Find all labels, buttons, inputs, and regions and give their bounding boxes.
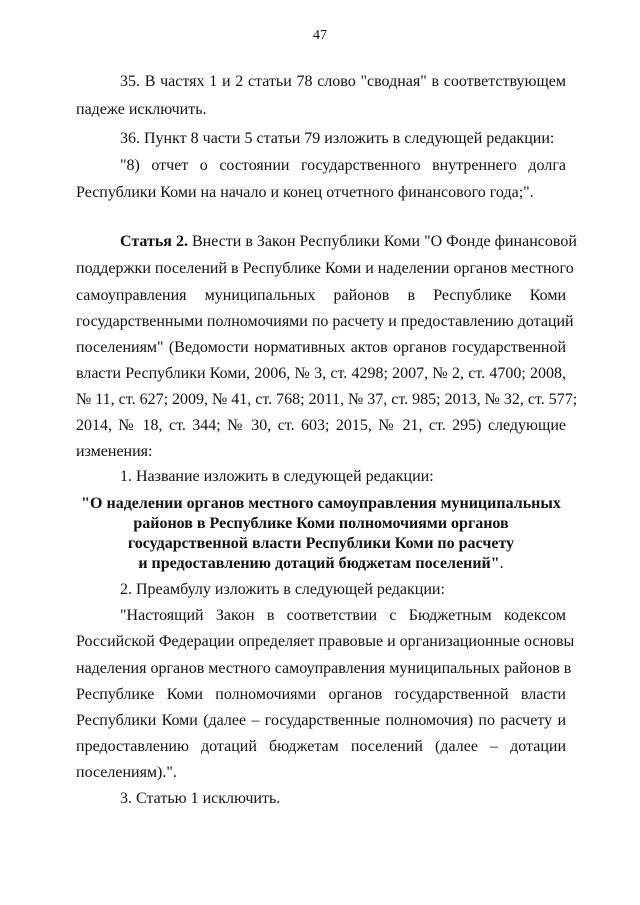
change-2-intro: 2. Преамбулу изложить в следующей редакции: [120, 581, 445, 598]
article-2-line-5: поселениям" (Ведомости нормативных актов органов государственной [76, 339, 566, 356]
preamble-line-4: Республике Коми полномочиями органов государственной власти [76, 686, 566, 703]
change-1-intro: 1. Название изложить в следующей редакции: [120, 468, 434, 485]
article-2-line-8: 2014, № 18, ст. 344; № 30, ст. 603; 2015, № 21, ст. 295) следующие [76, 417, 566, 434]
preamble-line-5: Республики Коми (далее – государственные полномочия) по расчету и [76, 712, 566, 729]
page-number: 47 [313, 28, 327, 43]
new-title-line-2: районов в Республике Коми полномочиями органов [133, 515, 509, 532]
new-title-period: . [499, 555, 504, 572]
preamble-line-2: Российской Федерации определяет правовые и организационные основы [76, 633, 575, 650]
article-2-line-9: изменения: [76, 443, 153, 460]
article-2-line-4: государственными полномочиями по расчету и предоставлению дотаций [76, 313, 574, 330]
article-2-line-3: самоуправления муниципальных районов в Республике Коми [76, 287, 566, 304]
article-2-line-1 [120, 232, 577, 252]
item-36-line-1: 36. Пункт 8 части 5 статьи 79 изложить в следующей редакции: [120, 130, 555, 147]
article-2-line-2: поддержки поселений в Республике Коми и наделении органов местного [76, 260, 574, 277]
new-title-line-4 [76, 554, 566, 574]
article-2-line-1-text: Внести в Закон Республики Коми "О Фонде финансовой [187, 233, 577, 250]
article-2-line-7: № 11, ст. 627; 2009, № 41, ст. 768; 2011, № 37, ст. 985; 2013, № 32, ст. 577; [76, 391, 578, 408]
new-title-line-1: "О наделении органов местного самоуправления муниципальных [81, 495, 561, 512]
preamble-line-6: предоставлению дотаций бюджетам поселений (далее – дотации [76, 738, 566, 755]
article-2-label: Статья 2. [120, 233, 188, 250]
item-36-line-3: Республики Коми на начало и конец отчетного финансового года;". [76, 184, 534, 201]
item-35-line-2: падеже исключить. [76, 101, 207, 118]
preamble-line-7: поселениям).". [76, 764, 177, 781]
preamble-line-1: "Настоящий Закон в соответствии с Бюджетным кодексом [120, 607, 566, 624]
article-2-line-6: власти Республики Коми, 2006, № 3, ст. 4298; 2007, № 2, ст. 4700; 2008, [76, 365, 566, 382]
preamble-line-3: наделения органов местного самоуправления муниципальных районов в [76, 660, 572, 677]
change-3: 3. Статью 1 исключить. [120, 790, 281, 807]
new-title-line-3: государственной власти Республики Коми по расчету [127, 535, 515, 552]
new-title-line-4-text: и предоставлению дотаций бюджетам поселений" [138, 555, 500, 572]
item-36-line-2: "8) отчет о состоянии государственного внутреннего долга [120, 157, 566, 174]
item-35-line-1: 35. В частях 1 и 2 статьи 78 слово "сводная" в соответствующем [120, 73, 566, 90]
